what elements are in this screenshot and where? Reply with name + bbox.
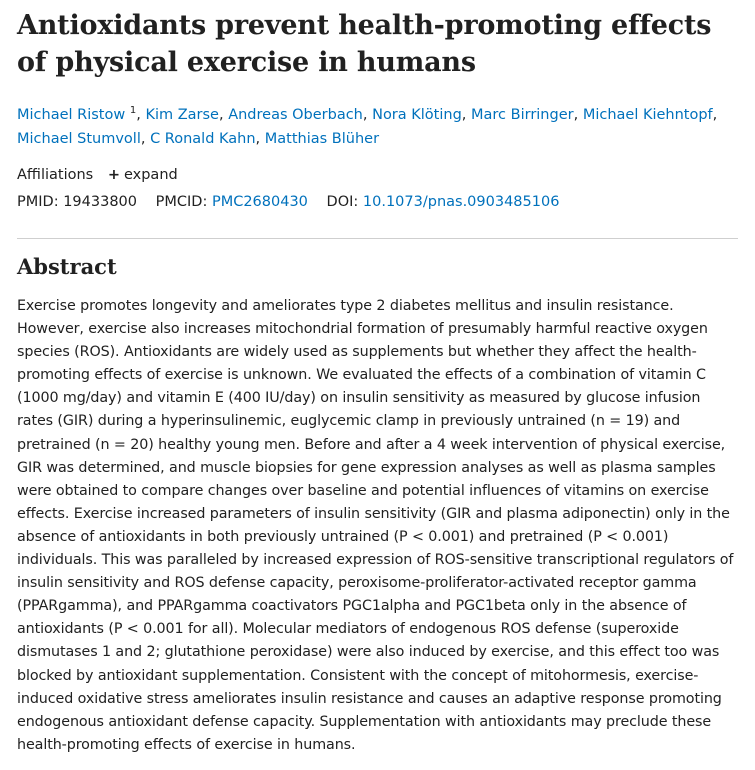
author-link[interactable]: Matthias Blüher bbox=[264, 131, 380, 147]
author-link[interactable]: Nora Klöting bbox=[372, 107, 462, 123]
abstract-text: Exercise promotes longevity and ameliorates type 2 diabetes mellitus and insulin resistance. However, exercise also increases mitochondrial formation of presumably harmful reactive oxygen species (ROS). Antioxidants are widely used as supplements but whether they affect the health-promoting effects of exercise is unknown. We evaluated the effects of a combination of vitamin C (1000 mg/day) and vitamin E (400 IU/day) on insulin sensitivity as measured by glucose infusion rates (GIR) during a hyperinsulinemic, euglycemic clamp in previously untrained (n = 19) and pretrained (n = 20) healthy young men. Before and after a 4 week intervention of physical exercise, GIR was determined, and muscle biopsies for gene expression analyses as well as plasma samples were obtained to compare changes over baseline and potential influences of vitamins on exercise effects. Exercise increased parameters of insulin sensitivity (GIR and plasma adiponectin) only in the absence of antioxidants in both previously untrained (P < 0.001) and pretrained (P < 0.001) individuals. This was paralleled by increased expression of ROS-sensitive transcriptional regulators of insulin sensitivity and ROS defense capacity, peroxisome-proliferator-activated receptor gamma (PPARgamma), and PPARgamma coactivators PGC1alpha and PGC1beta only in the absence of antioxidants (P < 0.001 for all). Molecular mediators of endogenous ROS defense (superoxide dismutases 1 and 2; glutathione peroxidase) were also induced by exercise, and this effect too was blocked by antioxidant supplementation. Consistent with the concept of mitohormesis, exercise-induced oxidative stress ameliorates insulin resistance and causes an adaptive response promoting endogenous antioxidant defense capacity. Supplementation with antioxidants may preclude these health-promoting effects of exercise in humans. bbox=[17, 298, 734, 753]
pmcid: PMCID: PMC2680430 bbox=[155, 194, 308, 210]
identifiers-row bbox=[17, 192, 738, 212]
affiliation-number[interactable]: 1 bbox=[129, 105, 137, 117]
pmid-value: 19433800 bbox=[63, 194, 138, 210]
expand-affiliations-button[interactable] bbox=[108, 167, 178, 183]
author-link[interactable]: Marc Birringer bbox=[471, 107, 574, 123]
doi: DOI: 10.1073/pnas.0903485106 bbox=[326, 194, 560, 210]
section-divider bbox=[17, 238, 738, 239]
pmcid-link[interactable]: PMC2680430 bbox=[211, 194, 308, 210]
doi-link[interactable]: 10.1073/pnas.0903485106 bbox=[362, 194, 560, 210]
abstract-heading: Abstract bbox=[17, 254, 117, 279]
author-list: Michael Ristow $^1$, Kim Zarse, Andreas Oberbach, Nora Klöting, Marc Birringer, Michael Kiehntopf, Michael Stumvoll, C Ronald Kahn, Matthias Blüher bbox=[17, 105, 718, 147]
article-title: Antioxidants prevent health-promoting effects of physical exercise in humans bbox=[17, 10, 712, 78]
author-link[interactable]: Michael Kiehntopf bbox=[582, 107, 713, 123]
author-link[interactable]: Kim Zarse bbox=[145, 107, 219, 123]
author-link[interactable]: Michael Stumvoll bbox=[17, 131, 141, 147]
affiliations-label: Affiliations bbox=[17, 167, 94, 183]
author-link[interactable]: C Ronald Kahn bbox=[150, 131, 256, 147]
plus-icon: + bbox=[107, 167, 120, 183]
affiliations-row bbox=[17, 165, 738, 185]
author-link[interactable]: Michael Ristow bbox=[17, 107, 126, 123]
expand-label: expand bbox=[123, 167, 178, 183]
pmid: PMID: 19433800 bbox=[17, 194, 138, 210]
author-link[interactable]: Andreas Oberbach bbox=[228, 107, 363, 123]
